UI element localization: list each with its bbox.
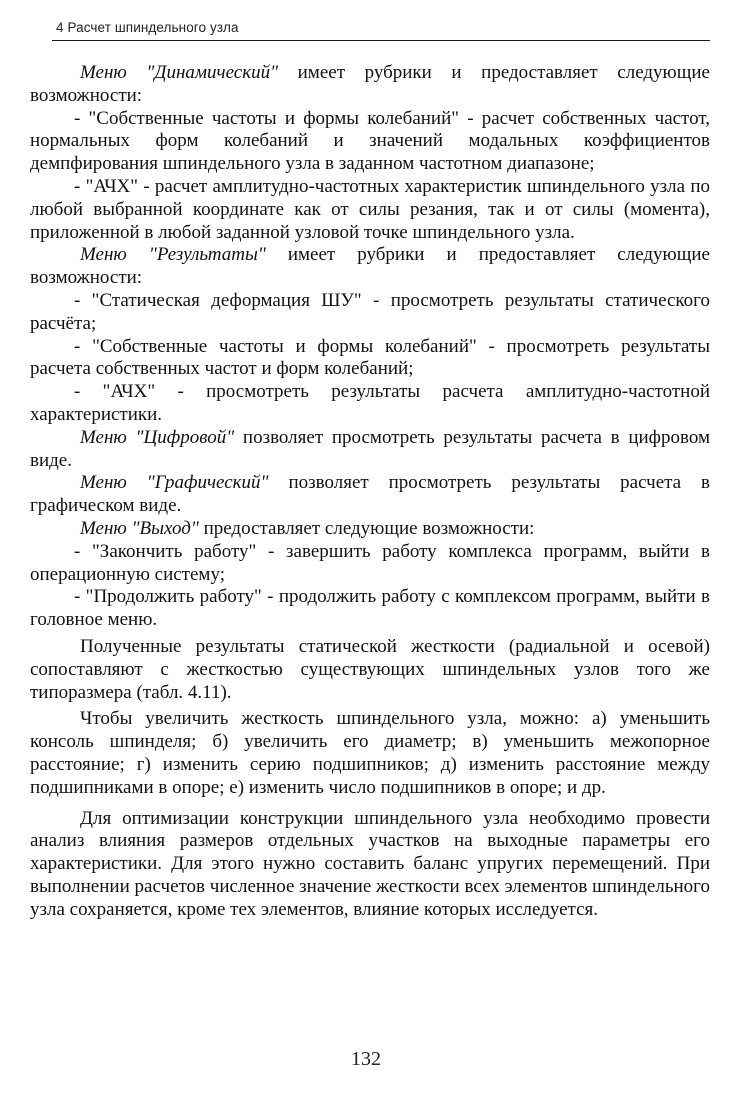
menu-name-exit: Меню "Выход" <box>80 517 199 539</box>
paragraph-increase-stiffness: Чтобы увеличить жесткость шпиндельного узла, можно: а) уменьшить консоль шпинделя; б) увеличить его диаметр; в) уменьшить межопорное расстояние; г) изменить серию подшипников; д) изменить расстояние между подшипниками в опоре; е) изменить число подшипников в опоре; и др. <box>30 708 710 798</box>
body-text <box>30 62 710 921</box>
paragraph-menu-graphic: Меню "Графический" позволяет просмотреть результаты расчета в графическом виде. <box>30 472 711 517</box>
header-rule <box>52 40 710 41</box>
paragraph-stiffness-results: Полученные результаты статической жесткости (радиальной и осевой) сопоставляют с жесткостью существующих шпиндельных узлов того же типоразмера (табл. 4.11). <box>30 635 710 703</box>
page-number: 132 <box>351 1048 381 1070</box>
paragraph-menu-exit: Меню "Выход" предоставляет следующие возможности: <box>80 517 535 539</box>
paragraph-optimization: Для оптимизации конструкции шпиндельного узла необходимо провести анализ влияния размеров отдельных участков на выходные параметры его характеристики. Для этого нужно составить баланс упругих перемещений. При выполнении расчетов численное значение жесткости всех элементов шпиндельного узла сохраняется, кроме тех элементов, влияние которых исследуется. <box>30 807 710 920</box>
menu-name-dynamic: Меню "Динамический" <box>80 62 279 83</box>
paragraph-menu-results: Меню "Результаты" имеет рубрики и предоставляет следующие возможности: <box>30 244 710 289</box>
list-item-view-afc: - "АЧХ" - просмотреть результаты расчета амплитудно-частотной характеристики. <box>30 381 710 425</box>
list-item-afc-calc: - "АЧХ" - расчет амплитудно-частотных характеристик шпиндельного узла по любой выбранной координате как от силы резания, так и от силы (момента), приложенной в любой заданной узловой точке шпиндельного узла. <box>30 175 710 243</box>
menu-name-digital: Меню "Цифровой" <box>80 426 235 448</box>
list-item-static-deformation: - "Статическая деформация ШУ" - просмотреть результаты статического расчёта; <box>30 289 710 334</box>
list-item-view-eigen: - "Собственные частоты и формы колебаний" - просмотреть результаты расчета собственных частот и форм колебаний; <box>30 335 710 380</box>
list-item-finish-work: - "Закончить работу" - завершить работу комплекса программ, выйти в операционную систему; <box>30 540 710 585</box>
menu-name-graphic: Меню "Графический" <box>80 472 269 494</box>
paragraph-menu-dynamic: Меню "Динамический" имеет рубрики и предоставляет следующие возможности: <box>30 62 710 106</box>
menu-name-results: Меню "Результаты" <box>80 244 266 266</box>
paragraph-menu-digital: Меню "Цифровой" позволяет просмотреть результаты расчета в цифровом виде. <box>30 426 710 471</box>
list-item-eigen-frequencies: - "Собственные частоты и формы колебаний" - расчет собственных частот, нормальных форм колебаний и значений модальных коэффициентов демпфирования шпиндельного узла в заданном частотном диапазоне; <box>30 107 710 175</box>
list-item-continue-work: - "Продолжить работу" - продолжить работу с комплексом программ, выйти в головное меню. <box>30 586 710 631</box>
running-head: 4 Расчет шпиндельного узла <box>56 20 239 35</box>
